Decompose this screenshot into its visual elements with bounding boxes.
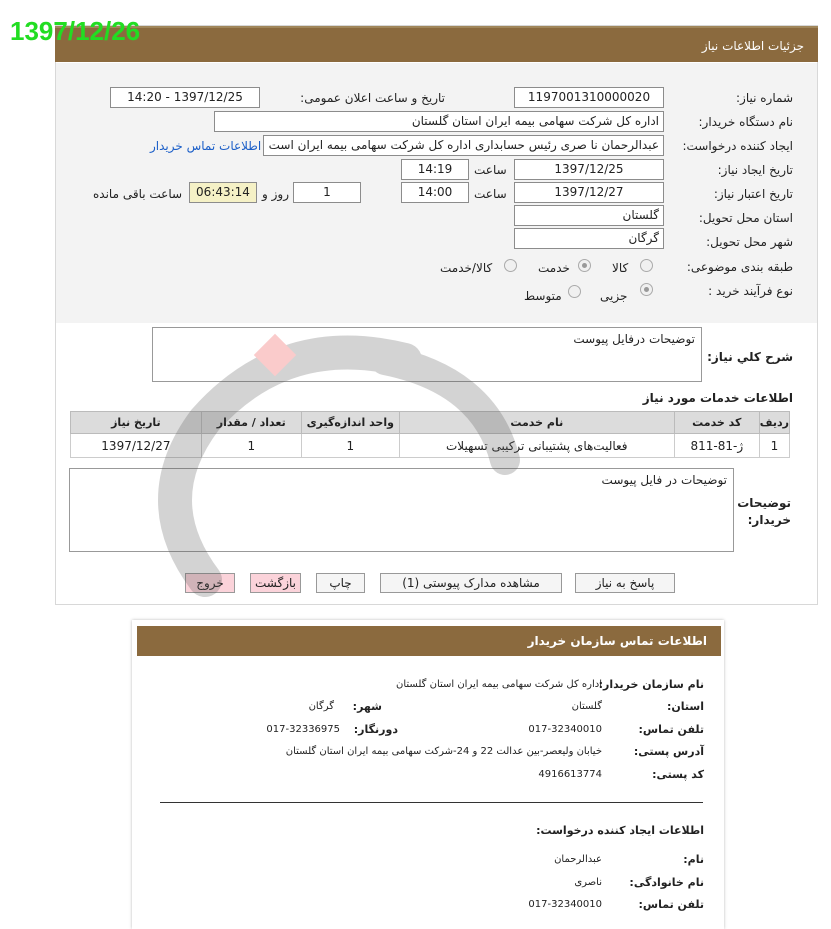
col-quantity: تعداد / مقدار	[201, 412, 301, 434]
buyer-desc-box[interactable]	[69, 468, 734, 552]
fax-label: دورنگار:	[353, 723, 398, 736]
radio-service-label: خدمت	[538, 261, 570, 275]
postal-label: کد پستی:	[652, 768, 704, 781]
radio-goods-service[interactable]	[504, 259, 517, 272]
print-button[interactable]: چاپ	[316, 573, 365, 593]
services-table	[70, 411, 790, 458]
exit-button[interactable]: خروج	[185, 573, 235, 593]
validity-time-field[interactable]: 14:00	[401, 182, 469, 203]
radio-goods-label: کالا	[612, 261, 629, 275]
table-row	[71, 434, 790, 458]
phone-value: 017-32340010	[528, 724, 602, 735]
created-date-field[interactable]: 1397/12/25	[514, 159, 664, 180]
org-value: اداره کل شرکت سهامی بیمه ایران استان گلستان	[396, 679, 602, 690]
remaining-time-field: 06:43:14	[189, 182, 257, 203]
contact-card-header	[137, 626, 721, 656]
creator-phone-label: تلفن تماس:	[638, 898, 704, 911]
days-label: روز و	[262, 187, 289, 201]
days-field[interactable]: 1	[293, 182, 361, 203]
col-service-name: نام خدمت	[399, 412, 674, 434]
cell-service-code: ژ-81-811	[674, 434, 759, 458]
view-documents-button[interactable]: مشاهده مدارک پیوستی (1)	[380, 573, 562, 593]
creator-phone-value: 017-32340010	[528, 899, 602, 910]
buyer-org-label: نام دستگاه خریدار:	[698, 115, 793, 129]
page-header	[55, 26, 818, 62]
creator-label: ایجاد کننده درخواست:	[682, 139, 793, 153]
col-service-code: کد خدمت	[674, 412, 759, 434]
announce-field[interactable]: 1397/12/25 - 14:20	[110, 87, 260, 108]
radio-goods[interactable]	[640, 259, 653, 272]
created-time-label: ساعت	[474, 163, 507, 177]
radio-goods-service-label: کالا/خدمت	[440, 261, 493, 275]
buyer-desc-label-1: توضیحات	[737, 496, 791, 510]
col-unit: واحد اندازه‌گیری	[301, 412, 399, 434]
address-value: خیابان ولیعصر-بین عدالت 22 و 24-شرکت سهامی بیمه ایران استان گلستان	[285, 746, 602, 757]
fax-value: 017-32336975	[266, 724, 340, 735]
created-date-label: تاریخ ایجاد نیاز:	[717, 163, 793, 177]
radio-medium-label: متوسط	[524, 289, 562, 303]
radio-partial[interactable]	[640, 283, 653, 296]
validity-time-label: ساعت	[474, 187, 507, 201]
contact-province-label: استان:	[667, 700, 704, 713]
org-label: نام سازمان خریدار:	[598, 678, 704, 691]
contact-card-title: اطلاعات تماس سازمان خریدار	[527, 634, 707, 648]
contact-city-label: شهر:	[352, 700, 382, 713]
col-row: ردیف	[759, 412, 789, 434]
radio-service[interactable]	[578, 259, 591, 272]
back-button[interactable]: بازگشت	[250, 573, 301, 593]
remaining-label: ساعت باقی مانده	[93, 187, 183, 201]
process-label: نوع فرآیند خرید :	[708, 284, 793, 298]
general-desc-text: توضیحات درفایل پیوست	[573, 332, 695, 346]
buyer-org-field[interactable]: اداره کل شرکت سهامی بیمه ایران استان گلستان	[214, 111, 664, 132]
services-header-row	[71, 412, 790, 434]
radio-medium[interactable]	[568, 285, 581, 298]
buyer-desc-label-2: خریدار:	[747, 513, 791, 527]
category-label: طبقه بندی موضوعی:	[686, 260, 793, 274]
need-number-label: شماره نیاز:	[736, 91, 793, 105]
creator-name-value: عبدالرحمان	[554, 854, 602, 865]
need-number-field[interactable]: 1197001310000020	[514, 87, 664, 108]
contact-city-value: گرگان	[308, 701, 334, 712]
general-desc-box[interactable]	[152, 327, 702, 382]
cell-unit: 1	[301, 434, 399, 458]
cell-service-name: فعالیت‌های پشتیبانی ترکیبی تسهیلات	[399, 434, 674, 458]
province-field[interactable]: گلستان	[514, 205, 664, 226]
phone-label: تلفن تماس:	[638, 723, 704, 736]
general-desc-label: شرح کلي نیاز:	[707, 350, 793, 364]
creator-name-label: نام:	[683, 853, 704, 866]
postal-value: 4916613774	[538, 769, 602, 780]
address-label: آدرس پستی:	[633, 745, 704, 758]
cell-need-date: 1397/12/27	[71, 434, 202, 458]
province-label: استان محل تحویل:	[698, 211, 793, 225]
contact-info-link[interactable]: اطلاعات تماس خریدار	[150, 139, 262, 153]
creator-info-title: اطلاعات ایجاد کننده درخواست:	[536, 824, 704, 837]
page-title: جزئیات اطلاعات نیاز	[701, 39, 804, 53]
radio-partial-label: جزیی	[600, 289, 628, 303]
cell-quantity: 1	[201, 434, 301, 458]
creator-family-label: نام خانوادگی:	[629, 876, 704, 889]
reply-button[interactable]: پاسخ به نیاز	[575, 573, 675, 593]
city-label: شهر محل تحویل:	[706, 235, 793, 249]
divider	[160, 802, 703, 803]
services-title: اطلاعات خدمات مورد نیاز	[642, 391, 793, 405]
buyer-desc-text: توضیحات در فایل پیوست	[601, 473, 727, 487]
cell-row: 1	[759, 434, 789, 458]
created-time-field[interactable]: 14:19	[401, 159, 469, 180]
creator-family-value: ناصری	[574, 877, 602, 888]
contact-province-value: گلستان	[571, 701, 602, 712]
creator-field[interactable]: عبدالرحمان نا صری رئیس حسابداری اداره کل شرکت سهامی بیمه ایران است	[263, 135, 664, 156]
col-need-date: تاریخ نیاز	[71, 412, 202, 434]
validity-label: تاریخ اعتبار نیاز:	[713, 187, 793, 201]
validity-date-field[interactable]: 1397/12/27	[514, 182, 664, 203]
announce-label: تاریخ و ساعت اعلان عمومی:	[300, 91, 445, 105]
date-stamp: 1397/12/26	[10, 16, 141, 46]
city-field[interactable]: گرگان	[514, 228, 664, 249]
